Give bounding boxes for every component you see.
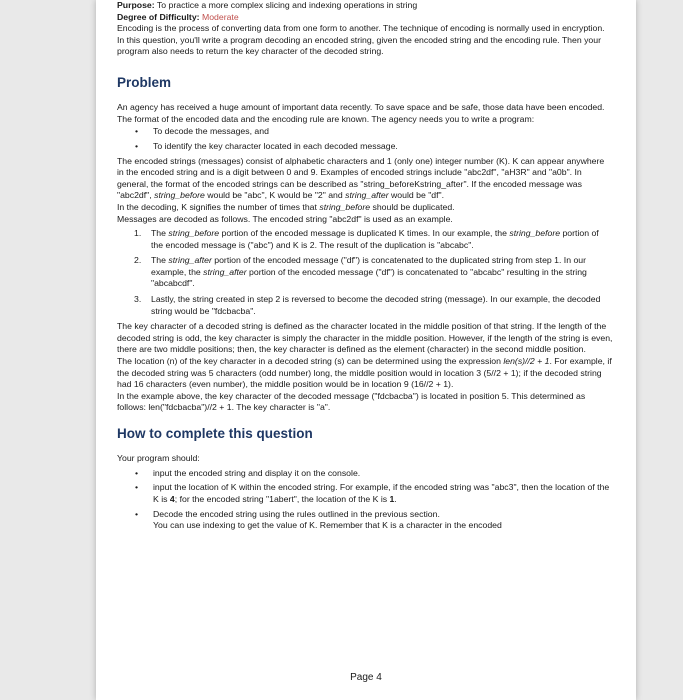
messages-paragraph: Messages are decoded as follows. The encoded string "abc2df" is used as an example. <box>117 213 453 224</box>
text-run: The <box>151 255 169 266</box>
how-heading: How to complete this question <box>117 426 313 442</box>
italic-run: string_after <box>168 255 212 266</box>
step-number: 2. <box>134 255 142 266</box>
location-paragraph <box>117 356 613 391</box>
intro-paragraph: Encoding is the process of converting data from one form to another. The technique of encoding is normally used in encryption. In this question, you'll write a program decoding an encoded string, given the encoded string and the encoding rule. Then your program also needs to return the key character of the decoded string. <box>117 23 605 57</box>
italic-run: string_before <box>154 190 205 201</box>
decode-steps <box>117 228 613 317</box>
text-run: Decode the encoded string using the rules outlined in the previous section. <box>153 508 440 519</box>
example-paragraph: In the example above, the key character of the decoded message ("fdcbacba") is located in position 5. This determined as follows: len("fdcbacba")//2 + 1. The key character is "a". <box>117 390 586 413</box>
purpose-label: Purpose: <box>117 0 155 10</box>
purpose-text: To practice a more complex slicing and indexing operations in string <box>156 0 418 10</box>
text-run: portion of the encoded message is duplicated K times. In our example, the <box>219 228 510 239</box>
list-item: • To identify the key character located in each decoded message. <box>153 141 613 153</box>
text-run: would be "df". <box>388 190 445 201</box>
text-run: The encoded strings (messages) consist of alphabetic characters and 1 (only one) integer number (K). K can appear anywhere in the encoded string and is a digit between 0 and 9. Examples of encoded strings include "abc2df", "aH3R" and "a0b". In general, the format of the encoded strings can be described as "string_beforeKstring_after". If the encoded message was "abc2df", <box>117 155 605 201</box>
list-item <box>134 255 613 290</box>
step-number: 1. <box>134 228 142 239</box>
key-character-paragraph: The key character of a decoded string is defined as the character located in the middle position of that string. If the length of the decoded string is odd, the key character is simply the character in the middle position. However, if the length of the string is even, there are two middle positions; then, the key character is defined as the element (character) in the second middle position. <box>117 321 613 355</box>
text-run: The location (n) of the key character in a decoded string (s) can be determined using the expression <box>117 356 504 367</box>
list-item: • To decode the messages, and <box>153 126 613 138</box>
italic-run: string_before <box>319 201 371 212</box>
italic-run: string_after <box>345 190 389 201</box>
bold-run: 1 <box>389 494 395 504</box>
text-run: should be duplicated. <box>370 201 455 212</box>
text-run: You can use indexing to get the value of K. Remember that K is a character in the encoded <box>153 520 502 531</box>
list-item <box>153 509 613 532</box>
italic-run: len(s)//2 + 1 <box>503 356 550 367</box>
text-run: In the decoding, K signifies the number of times that <box>117 201 320 212</box>
purpose-line <box>117 0 613 12</box>
list-item <box>134 228 613 251</box>
difficulty-label: Degree of Difficulty: <box>117 11 200 22</box>
text-run: The <box>151 228 169 239</box>
list-item <box>134 294 613 317</box>
problem-heading: Problem <box>117 74 172 90</box>
page-content <box>117 0 613 535</box>
italic-run: string_after <box>203 266 247 277</box>
text-run: . For example, if the decoded string was 5 characters (odd number) long, the middle position would in location 3 (5//2 + 1); if the decoded string had 16 characters (even number), the middle position would be in location 9 (16//2 + 1). <box>117 356 612 390</box>
difficulty-line <box>117 12 613 24</box>
text-run: ; for the encoded string "1abert", the location of the K is <box>174 494 390 504</box>
how-intro: Your program should: <box>117 453 200 464</box>
decoding-paragraph <box>117 202 613 214</box>
text-run: input the location of K within the encoded string. For example, if the encoded string was "abc3", then the location of the K is <box>153 482 610 504</box>
difficulty-value: Moderate <box>201 11 239 22</box>
text-run: would be "abc", K would be "2" and <box>204 190 346 201</box>
bold-run: 4 <box>169 494 175 504</box>
agency-paragraph: An agency has received a huge amount of important data recently. To save space and be safe, those data have been encoded. The format of the encoded data and the encoding rule are known. The agency needs you to write a program: <box>117 102 605 124</box>
italic-run: string_before <box>509 228 561 239</box>
list-item <box>153 482 613 505</box>
task-list <box>117 126 613 152</box>
text-run: portion of the encoded message is ("abc") and K is 2. The result of the duplication is "abcabc". <box>151 228 599 250</box>
list-item: • input the encoded string and display it on the console. <box>153 468 613 480</box>
text-run: . <box>394 494 397 504</box>
text-run: portion of the encoded message ("df") is concatenated to "abcabc" resulting in the string "abcabcdf". <box>151 266 587 289</box>
page-number: Page 4 <box>350 672 382 683</box>
text-run: portion of the encoded message ("df") is concatenated to the duplicated string from step 1. In our example, the <box>151 255 587 277</box>
text-run: Lastly, the string created in step 2 is reversed to become the decoded string (message). In our example, the decoded string would be "fdcbacba". <box>151 294 601 316</box>
step-number: 3. <box>134 294 142 305</box>
how-list <box>117 468 613 532</box>
document-page <box>96 0 636 700</box>
encoded-format-paragraph <box>117 156 613 202</box>
italic-run: string_before <box>168 228 220 239</box>
